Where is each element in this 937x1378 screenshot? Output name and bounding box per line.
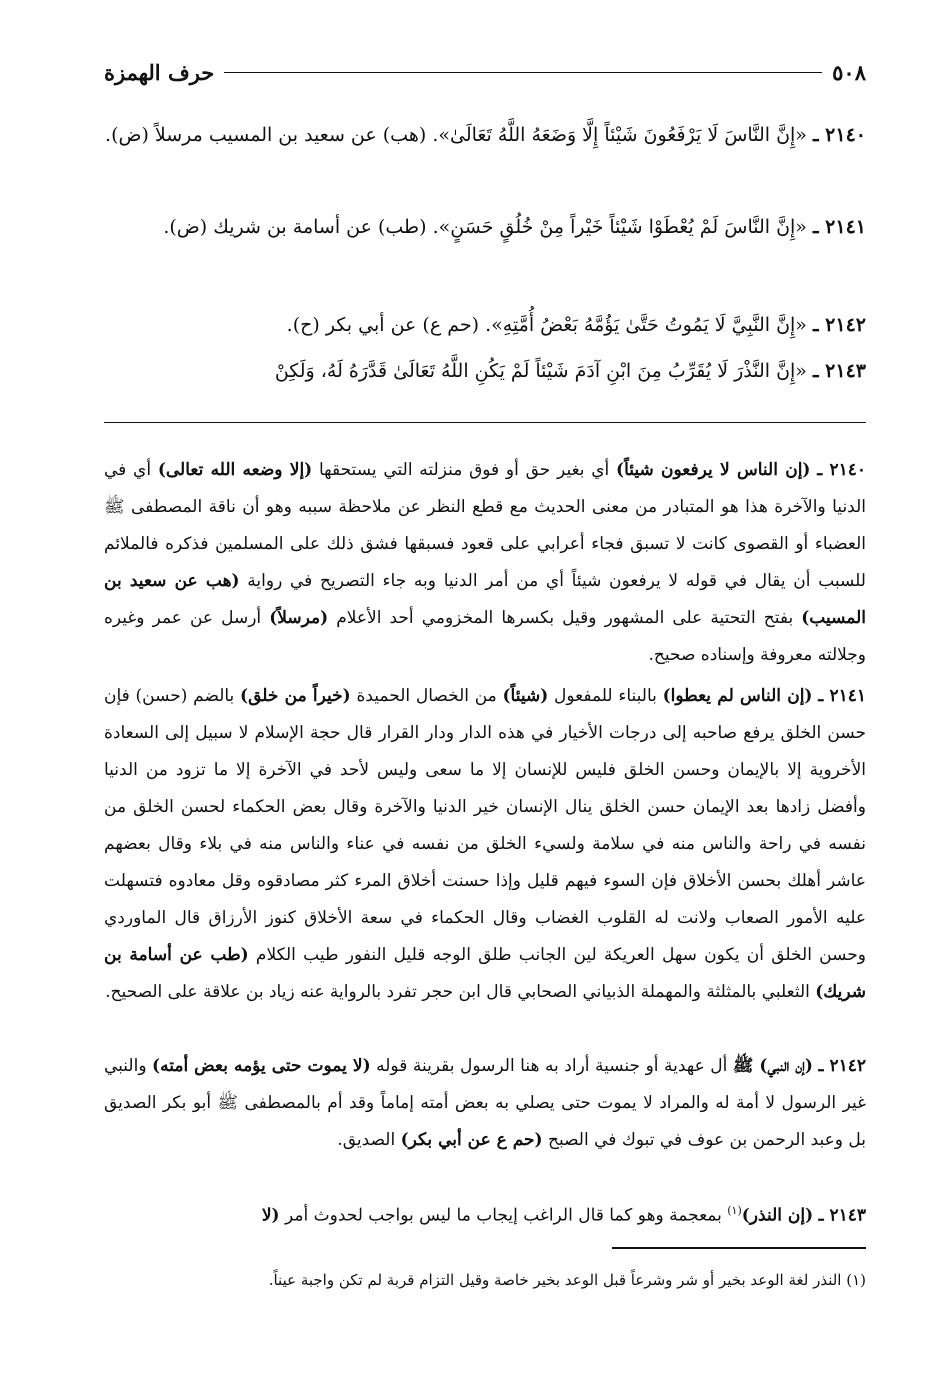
commentary-text: أل عهدية أو جنسية أراد به هنا الرسول بقرينة قوله <box>370 1056 733 1076</box>
hadith-entry <box>104 348 866 394</box>
commentary-number: ٢١٤٢ ـ <box>818 1056 866 1076</box>
hadith-text: «إِنَّ النَّاسَ لَمْ يُعْطَوْا شَيْئاً خَيْراً مِنْ خُلُقٍ حَسَنٍ». <box>432 216 807 238</box>
commentary-paragraph <box>104 1192 866 1235</box>
bold-phrase: (لا <box>261 1205 280 1226</box>
bold-phrase: (هب عن سعيد بن المسيب) <box>104 571 867 628</box>
bold-phrase: (إن النبي) ﷺ <box>732 1056 813 1076</box>
commentary-paragraph <box>104 452 866 674</box>
bold-phrase: (حم ع عن أبي بكر) <box>400 1130 543 1150</box>
commentary-text: بالضم (حسن) فإن حسن الخلق يرفع صاحبه إلى درجات الأخيار في هذه الدار ودار القرار قال حجة الإسلام لا سبيل إلى السعادة الأخروية إلا بالإيمان وحسن الخلق فليس للإنسان إلا ما سعى وليس لأحد في الآخرة إلا ما تزود من الدنيا وأفضل زادها بعد الإيمان حسن الخلق ينال الإنسان خير الدنيا والآخرة وقال بعض الحكماء لحسن الخلق من نفسه في راحة والناس منه في سلامة ولسيء الخلق من نفسه في عناء والناس منه في بلاء وقال بعضهم عاشر أهلك بحسن الأخلاق فإن السوء فيهم قليل وإذا حسنت أخلاق المرء كثر مصادقوه وقل معادوه فتسهلت عليه الأمور الصعاب ولانت له القلوب الغضاب وقال الحكماء في سعة الأخلاق كنوز الأرزاق قال الماوردي وحسن الخلق أن يكون سهل العريكة لين الجانب طلق الوجه قليل النفور طيب الكلام <box>104 686 866 965</box>
section-separator <box>104 422 866 423</box>
commentary-text: الصديق. <box>337 1130 401 1150</box>
commentary-text: بمعجمة وهو كما قال الراغب إيجاب ما ليس بواجب لحدوث أمر <box>279 1205 728 1226</box>
hadith-text: «إِنَّ النَّذْرَ لَا يُقَرِّبُ مِنَ ابْنِ آدَمَ شَيْئاً لَمْ يَكُنِ اللَّهُ تَعَالَىٰ قَدَّرَهُ لَهُ، وَلَكِنْ <box>274 360 807 382</box>
commentary-text: أرسل عن عمر وغيره وجلالته معروفة وإسناده صحيح. <box>104 608 866 665</box>
bold-phrase: (إلا وضعه الله تعالى) <box>157 460 313 480</box>
footnote-marker: (١) <box>727 1204 742 1217</box>
commentary-text: أي بغير حق أو فوق منزلته التي يستحقها <box>312 460 617 480</box>
footnote: (١) النذر لغة الوعد بخير أو شر وشرعاً قبل الوعد بخير خاصة وقيل التزام قربة لم تكن واجبة عيناً. <box>268 1271 866 1289</box>
bold-phrase: (لا يموت حتى يؤمه بعض أمته) <box>152 1056 371 1076</box>
bold-phrase: (خيراً من خلق) <box>240 686 351 706</box>
page-number: ٥٠٨ <box>832 59 866 85</box>
hadith-entry <box>104 302 866 348</box>
commentary-number: ٢١٤١ ـ <box>818 686 866 706</box>
commentary-text: بفتح التحتية على المشهور وقيل بكسرها المخزومي أحد الأعلام <box>328 608 802 628</box>
hadith-number: ٢١٤٢ ـ <box>812 314 866 336</box>
commentary-text: من الخصال الحميدة <box>350 686 503 706</box>
commentary-paragraph <box>104 678 866 1011</box>
footnote-separator <box>612 1247 866 1249</box>
bold-phrase: (إن الناس لم يعطوا) <box>662 686 813 706</box>
commentary-text: والنبي غير الرسول لا أمة له والمراد لا يموت حتى يصلي به بعض أمته إماماً وقد أم بالمصطفى ﷺ أبو بكر الصديق بل وعبد الرحمن بن عوف في تبوك في الصبح <box>104 1056 866 1150</box>
bold-phrase: (مرسلاً) <box>269 608 329 628</box>
hadith-number: ٢١٤٣ ـ <box>812 360 866 382</box>
commentary-text: الثعلبي بالمثلثة والمهملة الذبياني الصحابي قال ابن حجر تفرد بالرواية عنه زياد بن علاقة على الصحيح. <box>105 982 816 1002</box>
hadith-reference: (طب) عن أسامة بن شريك (ض). <box>163 216 427 238</box>
commentary-text: أي في الدنيا والآخرة هذا هو المتبادر من معنى الحديث مع قطع النظر عن ملاحظة سببه وهو أن ناقة المصطفى ﷺ العضباء أو القصوى كانت لا تسبق فجاء أعرابي على قعود فسبقها فشق ذلك على المسلمين فذكره فالملائم للسبب أن يقال في قوله لا يرفعون شيئاً أي من أمر الدنيا وبه جاء التصريح في رواية <box>104 460 866 591</box>
hadith-number: ٢١٤١ ـ <box>812 216 866 238</box>
bold-phrase: (طب عن أسامة بن شريك) <box>104 945 866 1002</box>
bold-phrase: (شيئاً) <box>502 686 549 706</box>
hadith-text: «إِنَّ النَّبِيَّ لَا يَمُوتُ حَتَّىٰ يَؤُمَّهُ بَعْضُ أُمَّتِهِ». <box>485 314 807 336</box>
hadith-entry <box>104 112 866 158</box>
header-rule <box>224 72 822 73</box>
hadith-text: «إِنَّ النَّاسَ لَا يَرْفَعُونَ شَيْئاً إِلَّا وَضَعَهُ اللَّهُ تَعَالَىٰ». <box>432 124 807 146</box>
hadith-reference: (هب) عن سعيد بن المسيب مرسلاً (ض). <box>105 124 427 146</box>
hadith-entry <box>104 204 866 250</box>
bold-phrase: (إن النذر) <box>741 1205 814 1226</box>
page-header <box>104 54 866 90</box>
commentary-text: بالبناء للمفعول <box>548 686 663 706</box>
hadith-reference: (حم ع) عن أبي بكر (ح). <box>286 314 480 336</box>
commentary-number: ٢١٤٠ ـ <box>817 460 867 480</box>
commentary-paragraph <box>104 1048 866 1159</box>
bold-phrase: (إن الناس لا يرفعون شيئاً) <box>616 460 811 480</box>
hadith-number: ٢١٤٠ ـ <box>812 124 866 146</box>
commentary-number: ٢١٤٣ ـ <box>818 1205 866 1226</box>
chapter-title: حرف الهمزة <box>104 59 215 85</box>
